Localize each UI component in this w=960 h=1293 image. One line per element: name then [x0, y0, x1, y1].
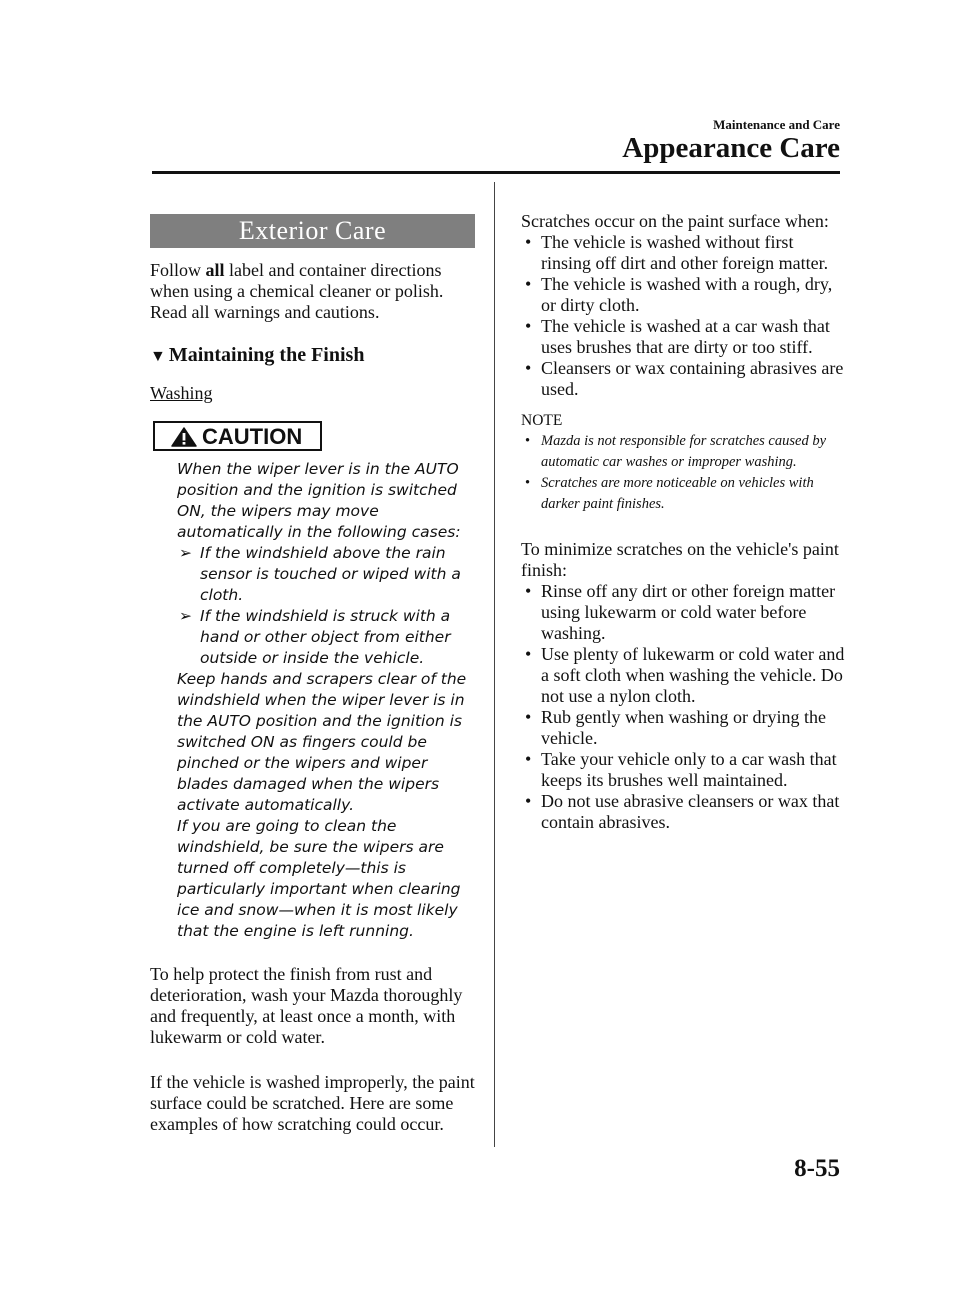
- caution-list: [177, 543, 475, 669]
- list-item: • Rinse off any dirt or other foreign matter using lukewarm or cold water before washing.: [525, 581, 836, 643]
- header-section-name: Maintenance and Care: [713, 117, 840, 132]
- list-item: • The vehicle is washed at a car wash that uses brushes that are dirty or too stiff.: [525, 316, 830, 357]
- left-column: [150, 214, 475, 1135]
- list-item: • Cleansers or wax containing abrasives are used.: [525, 358, 844, 399]
- note-label: NOTE: [521, 412, 563, 429]
- bullet-icon: •: [525, 749, 532, 769]
- minimize-tips-list: [521, 581, 846, 833]
- list-item: • The vehicle is washed without first rinsing off dirt and other foreign matter.: [525, 232, 829, 273]
- bullet-icon: •: [525, 581, 532, 601]
- page-number: 8-55: [794, 1155, 840, 1182]
- body-paragraph: To minimize scratches on the vehicle's paint finish:: [521, 539, 839, 580]
- bullet-icon: •: [525, 316, 532, 336]
- list-item: • The vehicle is washed with a rough, dry, or dirty cloth.: [525, 274, 833, 315]
- bullet-icon: •: [525, 232, 532, 252]
- caution-badge: [153, 421, 322, 451]
- caution-list-item: ➢ If the windshield is struck with a hand or other object from either outside or inside the vehicle.: [179, 607, 451, 667]
- body-paragraph: To help protect the finish from rust and deterioration, wash your Mazda thoroughly and frequently, at least once a month, with lukewarm or cold water.: [150, 964, 463, 1047]
- body-paragraph: If the vehicle is washed improperly, the paint surface could be scratched. Here are some examples of how scratching could occur.: [150, 1072, 475, 1134]
- list-item: • Do not use abrasive cleansers or wax that contain abrasives.: [525, 791, 840, 832]
- note-item: • Mazda is not responsible for scratches caused by automatic car washes or improper washing.: [525, 433, 827, 470]
- caution-list-item: ➢ If the windshield above the rain sensor is touched or wiped with a cloth.: [179, 544, 461, 604]
- minor-heading: Washing: [150, 383, 213, 403]
- triangle-down-icon: ▼: [150, 348, 166, 365]
- note-item: • Scratches are more noticeable on vehicles with darker paint finishes.: [525, 475, 814, 512]
- caution-label: CAUTION: [202, 424, 303, 449]
- bullet-icon: •: [525, 644, 532, 664]
- page-title: Appearance Care: [622, 132, 840, 164]
- list-item: • Rub gently when washing or drying the vehicle.: [525, 707, 826, 748]
- bullet-icon: •: [525, 358, 532, 378]
- arrow-bullet-icon: ➢: [179, 607, 192, 625]
- right-column: [521, 211, 846, 833]
- list-item: • Take your vehicle only to a car wash that keeps its brushes well maintained.: [525, 749, 837, 790]
- column-divider: [494, 182, 495, 1147]
- arrow-bullet-icon: ➢: [179, 544, 192, 562]
- bullet-icon: •: [525, 433, 531, 449]
- section-banner: Exterior Care: [150, 214, 475, 248]
- intro-paragraph: Follow all label and container directions when using a chemical cleaner or polish. Read all warnings and cautions.: [150, 260, 444, 322]
- subsection-heading: ▼ Maintaining the Finish: [150, 344, 365, 366]
- bullet-icon: •: [525, 475, 531, 491]
- scratch-causes-list: [521, 232, 846, 400]
- body-paragraph: Scratches occur on the paint surface when:: [521, 211, 829, 231]
- bullet-icon: •: [525, 274, 532, 294]
- note-list: [521, 431, 846, 515]
- bullet-icon: •: [525, 707, 532, 727]
- caution-body: [177, 459, 475, 942]
- header-rule: [152, 171, 840, 174]
- list-item: • Use plenty of lukewarm or cold water and a soft cloth when washing the vehicle. Do not use a nylon cloth.: [525, 644, 845, 706]
- caution-paragraph: If you are going to clean the windshield, be sure the wipers are turned off completely—this is particularly important when clearing ice and snow—when it is most likely that the engine is left running.: [177, 817, 461, 940]
- caution-paragraph: Keep hands and scrapers clear of the windshield when the wiper lever is in the AUTO position and the ignition is switched ON as fingers could be pinched or the wipers and wiper blades damaged when the wipers activate automatically.: [177, 670, 467, 814]
- warning-triangle-icon: [171, 427, 197, 447]
- bullet-icon: •: [525, 791, 532, 811]
- caution-lead: When the wiper lever is in the AUTO position and the ignition is switched ON, the wipers may move automatically in the following cases:: [177, 460, 461, 541]
